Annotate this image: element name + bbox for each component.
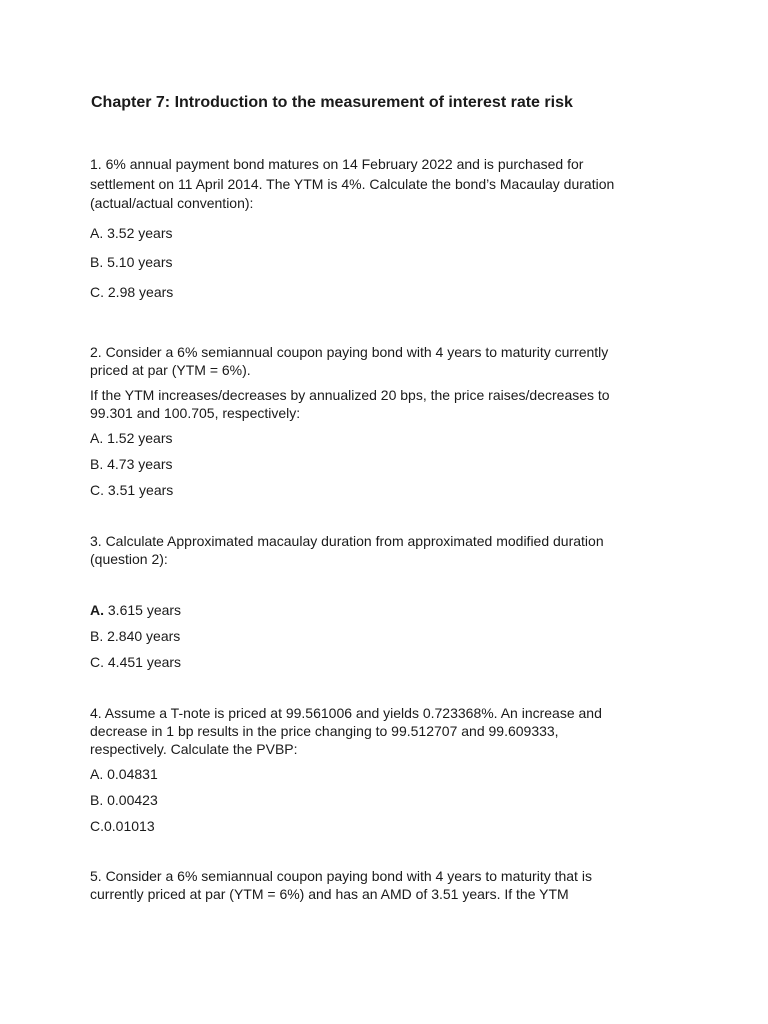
q3-option-c: C. 4.451 years (90, 654, 182, 670)
q3-option-a-letter: A. (90, 602, 104, 618)
q4-option-c: C.0.01013 (90, 818, 155, 834)
q3-line-1: 3. Calculate Approximated macaulay duration from approximated modified duration (90, 533, 604, 549)
q1-option-c: C. 2.98 years (90, 284, 174, 300)
q1-line-1: 1. 6% annual payment bond matures on 14 February 2022 and is purchased for (90, 156, 584, 172)
chapter-title: Chapter 7: Introduction to the measurement of interest rate risk (91, 94, 573, 111)
q1-option-a: A. 3.52 years (90, 225, 173, 241)
q1-line-3: (actual/actual convention): (90, 195, 254, 211)
q2-option-c: C. 3.51 years (90, 482, 174, 498)
q1-line-2: settlement on 11 April 2014. The YTM is 4%. Calculate the bond’s Macaulay duration (90, 176, 615, 192)
q2-option-a: A. 1.52 years (90, 430, 173, 446)
q4-line-1: 4. Assume a T-note is priced at 99.561006 and yields 0.723368%. An increase and (90, 705, 602, 721)
q3-option-a (90, 601, 181, 619)
q3-option-a-text: 3.615 years (104, 602, 182, 618)
q5-line-2: currently priced at par (YTM = 6%) and has an AMD of 3.51 years. If the YTM (90, 886, 569, 902)
q3-option-b: B. 2.840 years (90, 628, 181, 644)
q1-option-b: B. 5.10 years (90, 254, 173, 270)
q2-line-3: If the YTM increases/decreases by annualized 20 bps, the price raises/decreases to (90, 387, 610, 403)
q2-option-b: B. 4.73 years (90, 456, 173, 472)
q2-line-4: 99.301 and 100.705, respectively: (90, 405, 301, 421)
q3-line-2: (question 2): (90, 551, 168, 567)
q4-line-2: decrease in 1 bp results in the price changing to 99.512707 and 99.609333, (90, 723, 559, 739)
q2-line-2: priced at par (YTM = 6%). (90, 362, 251, 378)
q2-line-1: 2. Consider a 6% semiannual coupon paying bond with 4 years to maturity currently (90, 344, 609, 360)
q4-line-3: respectively. Calculate the PVBP: (90, 741, 298, 757)
q4-option-a: A. 0.04831 (90, 766, 158, 782)
q4-option-b: B. 0.00423 (90, 792, 158, 808)
q5-line-1: 5. Consider a 6% semiannual coupon paying bond with 4 years to maturity that is (90, 868, 592, 884)
